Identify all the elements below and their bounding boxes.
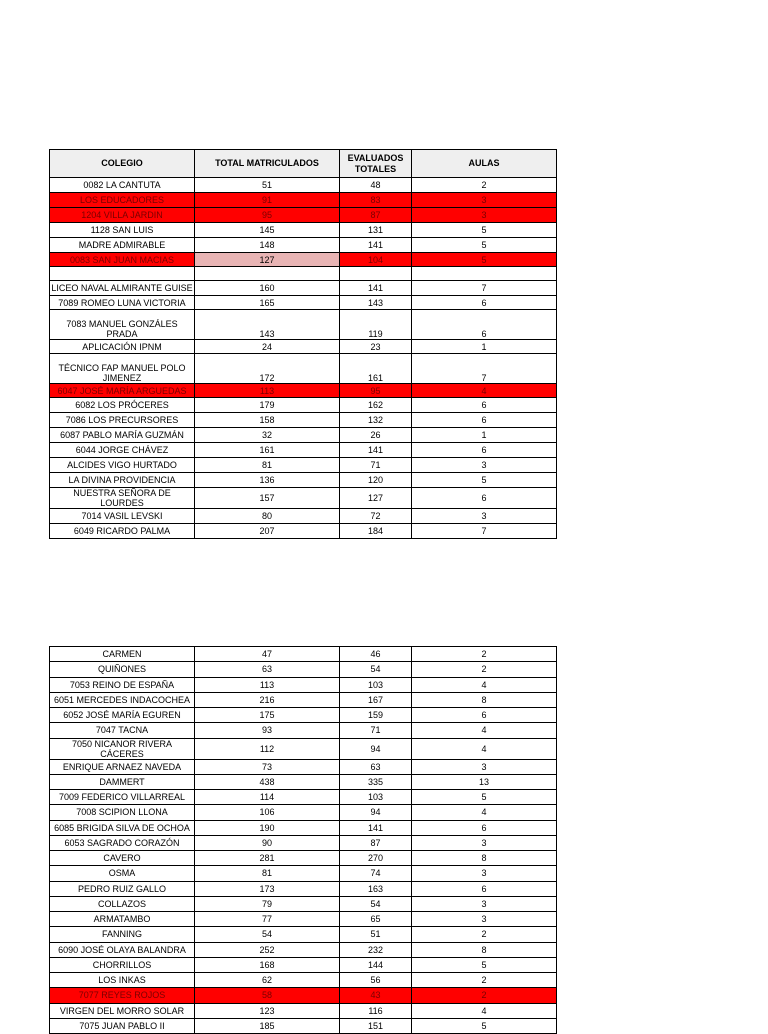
cell-evaluados-totales: 103 bbox=[340, 677, 412, 692]
table-row bbox=[50, 413, 557, 428]
cell-colegio: 7008 SCIPION LLONA bbox=[50, 805, 195, 820]
cell-colegio: LOS EDUCADORES bbox=[50, 193, 195, 208]
cell-colegio: CAVERO bbox=[50, 851, 195, 866]
cell-aulas: 3 bbox=[412, 193, 557, 208]
cell-aulas: 4 bbox=[412, 738, 557, 759]
cell-aulas: 6 bbox=[412, 413, 557, 428]
cell-evaluados-totales: 43 bbox=[340, 988, 412, 1003]
cell-colegio: 7075 JUAN PABLO II bbox=[50, 1018, 195, 1033]
cell-colegio: QUIÑONES bbox=[50, 662, 195, 677]
cell-aulas: 3 bbox=[412, 759, 557, 774]
cell-colegio: 7050 NICANOR RIVERA CÁCERES bbox=[50, 738, 195, 759]
cell-evaluados-totales: 162 bbox=[340, 398, 412, 413]
cell-total-matriculados: 106 bbox=[195, 805, 340, 820]
cell-aulas: 5 bbox=[412, 790, 557, 805]
cell-evaluados-totales: 141 bbox=[340, 238, 412, 253]
cell-aulas: 5 bbox=[412, 1018, 557, 1033]
table-row bbox=[50, 253, 557, 267]
cell-total-matriculados: 160 bbox=[195, 281, 340, 296]
table-row bbox=[50, 820, 557, 835]
cell-aulas: 8 bbox=[412, 851, 557, 866]
cell-total-matriculados: 80 bbox=[195, 509, 340, 524]
cell-colegio: ARMATAMBO bbox=[50, 912, 195, 927]
cell-total-matriculados: 112 bbox=[195, 738, 340, 759]
cell-colegio: DAMMERT bbox=[50, 774, 195, 789]
cell-evaluados-totales: 56 bbox=[340, 973, 412, 988]
header-aulas: AULAS bbox=[412, 150, 557, 178]
cell-evaluados-totales: 103 bbox=[340, 790, 412, 805]
cell-evaluados-totales: 65 bbox=[340, 912, 412, 927]
cell-total-matriculados: 175 bbox=[195, 708, 340, 723]
cell-aulas: 6 bbox=[412, 310, 557, 340]
cell-aulas: 2 bbox=[412, 178, 557, 193]
table-header-row bbox=[50, 150, 557, 178]
cell-colegio: 6085 BRIGIDA SILVA DE OCHOA bbox=[50, 820, 195, 835]
table-row bbox=[50, 957, 557, 972]
cell-evaluados-totales: 48 bbox=[340, 178, 412, 193]
cell-total-matriculados: 114 bbox=[195, 790, 340, 805]
cell-evaluados-totales: 151 bbox=[340, 1018, 412, 1033]
cell-colegio: 6090 JOSÉ OLAYA BALANDRA bbox=[50, 942, 195, 957]
cell-colegio: ENRIQUE ARNAEZ NAVEDA bbox=[50, 759, 195, 774]
cell-aulas: 2 bbox=[412, 988, 557, 1003]
cell-aulas: 6 bbox=[412, 398, 557, 413]
cell-evaluados-totales: 87 bbox=[340, 835, 412, 850]
table-row bbox=[50, 708, 557, 723]
cell-aulas bbox=[412, 267, 557, 281]
cell-aulas: 5 bbox=[412, 223, 557, 238]
table-row bbox=[50, 524, 557, 539]
cell-evaluados-totales: 63 bbox=[340, 759, 412, 774]
table-row bbox=[50, 296, 557, 310]
cell-colegio: ALCIDES VIGO HURTADO bbox=[50, 458, 195, 473]
cell-aulas: 3 bbox=[412, 866, 557, 881]
cell-aulas: 7 bbox=[412, 281, 557, 296]
cell-aulas: 3 bbox=[412, 208, 557, 223]
cell-evaluados-totales: 141 bbox=[340, 820, 412, 835]
cell-colegio: 6049 RICARDO PALMA bbox=[50, 524, 195, 539]
cell-evaluados-totales: 72 bbox=[340, 509, 412, 524]
table-row bbox=[50, 723, 557, 738]
table-row bbox=[50, 443, 557, 458]
cell-total-matriculados: 165 bbox=[195, 296, 340, 310]
cell-total-matriculados: 91 bbox=[195, 193, 340, 208]
cell-evaluados-totales: 232 bbox=[340, 942, 412, 957]
table-row bbox=[50, 662, 557, 677]
cell-colegio: COLLAZOS bbox=[50, 896, 195, 911]
cell-aulas: 6 bbox=[412, 488, 557, 509]
cell-total-matriculados: 190 bbox=[195, 820, 340, 835]
table-row bbox=[50, 398, 557, 413]
cell-colegio: 7047 TACNA bbox=[50, 723, 195, 738]
cell-evaluados-totales: 94 bbox=[340, 805, 412, 820]
table-row bbox=[50, 866, 557, 881]
cell-aulas: 6 bbox=[412, 296, 557, 310]
cell-colegio: 7089 ROMEO LUNA VICTORIA bbox=[50, 296, 195, 310]
cell-colegio: MADRE ADMIRABLE bbox=[50, 238, 195, 253]
table-row bbox=[50, 340, 557, 354]
header-colegio: COLEGIO bbox=[50, 150, 195, 178]
cell-total-matriculados: 179 bbox=[195, 398, 340, 413]
cell-colegio: 6053 SAGRADO CORAZÓN bbox=[50, 835, 195, 850]
table-row bbox=[50, 354, 557, 384]
table-row bbox=[50, 881, 557, 896]
cell-evaluados-totales bbox=[340, 267, 412, 281]
cell-total-matriculados: 79 bbox=[195, 896, 340, 911]
table-row bbox=[50, 193, 557, 208]
cell-aulas: 3 bbox=[412, 509, 557, 524]
cell-aulas: 4 bbox=[412, 1003, 557, 1018]
table-row bbox=[50, 912, 557, 927]
table-row bbox=[50, 738, 557, 759]
cell-evaluados-totales: 120 bbox=[340, 473, 412, 488]
cell-aulas: 4 bbox=[412, 677, 557, 692]
cell-colegio: FANNING bbox=[50, 927, 195, 942]
cell-aulas: 8 bbox=[412, 692, 557, 707]
header-evaluados-totales: EVALUADOS TOTALES bbox=[340, 150, 412, 178]
cell-total-matriculados: 172 bbox=[195, 354, 340, 384]
cell-colegio: LICEO NAVAL ALMIRANTE GUISE bbox=[50, 281, 195, 296]
cell-evaluados-totales: 141 bbox=[340, 443, 412, 458]
cell-total-matriculados: 207 bbox=[195, 524, 340, 539]
cell-colegio: LA DIVINA PROVIDENCIA bbox=[50, 473, 195, 488]
table-row bbox=[50, 1003, 557, 1018]
cell-aulas: 3 bbox=[412, 912, 557, 927]
cell-colegio: 6087 PABLO MARÍA GUZMÁN bbox=[50, 428, 195, 443]
cell-total-matriculados: 58 bbox=[195, 988, 340, 1003]
cell-colegio: 7053 REINO DE ESPAÑA bbox=[50, 677, 195, 692]
cell-colegio: PEDRO RUIZ GALLO bbox=[50, 881, 195, 896]
table-row bbox=[50, 774, 557, 789]
cell-colegio: NUESTRA SEÑORA DE LOURDES bbox=[50, 488, 195, 509]
table-row bbox=[50, 488, 557, 509]
cell-colegio: 1128 SAN LUIS bbox=[50, 223, 195, 238]
cell-evaluados-totales: 71 bbox=[340, 723, 412, 738]
cell-aulas: 1 bbox=[412, 340, 557, 354]
cell-aulas: 5 bbox=[412, 253, 557, 267]
table-row bbox=[50, 178, 557, 193]
cell-evaluados-totales: 23 bbox=[340, 340, 412, 354]
table-row bbox=[50, 238, 557, 253]
cell-total-matriculados: 95 bbox=[195, 208, 340, 223]
cell-aulas: 8 bbox=[412, 942, 557, 957]
cell-colegio: 6044 JORGE CHÁVEZ bbox=[50, 443, 195, 458]
cell-colegio: CARMEN bbox=[50, 647, 195, 662]
cell-total-matriculados: 158 bbox=[195, 413, 340, 428]
cell-colegio: OSMA bbox=[50, 866, 195, 881]
enrollment-table-1 bbox=[49, 149, 557, 539]
table-row bbox=[50, 835, 557, 850]
table-row bbox=[50, 310, 557, 340]
cell-total-matriculados: 168 bbox=[195, 957, 340, 972]
cell-evaluados-totales: 95 bbox=[340, 384, 412, 398]
table-row bbox=[50, 509, 557, 524]
cell-total-matriculados: 62 bbox=[195, 973, 340, 988]
cell-evaluados-totales: 104 bbox=[340, 253, 412, 267]
table-row bbox=[50, 208, 557, 223]
cell-total-matriculados: 252 bbox=[195, 942, 340, 957]
cell-evaluados-totales: 74 bbox=[340, 866, 412, 881]
cell-total-matriculados: 127 bbox=[195, 253, 340, 267]
cell-evaluados-totales: 46 bbox=[340, 647, 412, 662]
cell-total-matriculados: 73 bbox=[195, 759, 340, 774]
cell-total-matriculados: 136 bbox=[195, 473, 340, 488]
cell-aulas: 2 bbox=[412, 647, 557, 662]
cell-evaluados-totales: 54 bbox=[340, 896, 412, 911]
cell-evaluados-totales: 26 bbox=[340, 428, 412, 443]
cell-colegio: 7009 FEDERICO VILLARREAL bbox=[50, 790, 195, 805]
cell-aulas: 4 bbox=[412, 805, 557, 820]
cell-aulas: 2 bbox=[412, 927, 557, 942]
cell-evaluados-totales: 184 bbox=[340, 524, 412, 539]
cell-colegio: 7083 MANUEL GONZÁLES PRADA bbox=[50, 310, 195, 340]
cell-aulas: 6 bbox=[412, 881, 557, 896]
cell-colegio: APLICACIÓN IPNM bbox=[50, 340, 195, 354]
cell-colegio: LOS INKAS bbox=[50, 973, 195, 988]
cell-evaluados-totales: 116 bbox=[340, 1003, 412, 1018]
cell-total-matriculados: 24 bbox=[195, 340, 340, 354]
table-row bbox=[50, 973, 557, 988]
table-row bbox=[50, 1018, 557, 1033]
cell-total-matriculados: 438 bbox=[195, 774, 340, 789]
table-row bbox=[50, 384, 557, 398]
cell-evaluados-totales: 71 bbox=[340, 458, 412, 473]
cell-total-matriculados: 161 bbox=[195, 443, 340, 458]
cell-evaluados-totales: 131 bbox=[340, 223, 412, 238]
cell-aulas: 1 bbox=[412, 428, 557, 443]
cell-aulas: 4 bbox=[412, 384, 557, 398]
cell-aulas: 2 bbox=[412, 973, 557, 988]
table-row bbox=[50, 927, 557, 942]
cell-evaluados-totales: 87 bbox=[340, 208, 412, 223]
cell-aulas: 5 bbox=[412, 473, 557, 488]
cell-total-matriculados: 81 bbox=[195, 458, 340, 473]
table-row bbox=[50, 677, 557, 692]
cell-total-matriculados: 81 bbox=[195, 866, 340, 881]
table-row bbox=[50, 851, 557, 866]
cell-aulas: 6 bbox=[412, 708, 557, 723]
table-row bbox=[50, 942, 557, 957]
cell-total-matriculados: 173 bbox=[195, 881, 340, 896]
table-row bbox=[50, 458, 557, 473]
cell-evaluados-totales: 141 bbox=[340, 281, 412, 296]
cell-total-matriculados: 157 bbox=[195, 488, 340, 509]
cell-aulas: 3 bbox=[412, 835, 557, 850]
table-row bbox=[50, 223, 557, 238]
cell-colegio: 0082 LA CANTUTA bbox=[50, 178, 195, 193]
table-row bbox=[50, 428, 557, 443]
cell-colegio: 6052 JOSÉ MARÍA EGUREN bbox=[50, 708, 195, 723]
cell-total-matriculados: 54 bbox=[195, 927, 340, 942]
cell-total-matriculados: 90 bbox=[195, 835, 340, 850]
cell-evaluados-totales: 144 bbox=[340, 957, 412, 972]
cell-total-matriculados: 32 bbox=[195, 428, 340, 443]
cell-aulas: 7 bbox=[412, 354, 557, 384]
cell-colegio: 7086 LOS PRECURSORES bbox=[50, 413, 195, 428]
cell-aulas: 5 bbox=[412, 957, 557, 972]
cell-aulas: 3 bbox=[412, 896, 557, 911]
cell-evaluados-totales: 270 bbox=[340, 851, 412, 866]
cell-total-matriculados: 281 bbox=[195, 851, 340, 866]
cell-total-matriculados: 143 bbox=[195, 310, 340, 340]
cell-total-matriculados: 93 bbox=[195, 723, 340, 738]
cell-total-matriculados: 51 bbox=[195, 178, 340, 193]
cell-colegio: 1204 VILLA JARDIN bbox=[50, 208, 195, 223]
table-row bbox=[50, 647, 557, 662]
cell-evaluados-totales: 335 bbox=[340, 774, 412, 789]
table-row bbox=[50, 281, 557, 296]
cell-total-matriculados: 148 bbox=[195, 238, 340, 253]
cell-evaluados-totales: 83 bbox=[340, 193, 412, 208]
cell-colegio: 6047 JOSÉ MARÍA ARGUEDAS bbox=[50, 384, 195, 398]
table-row bbox=[50, 692, 557, 707]
cell-colegio: 0083 SAN JUAN MACIAS bbox=[50, 253, 195, 267]
cell-total-matriculados: 113 bbox=[195, 677, 340, 692]
table-row bbox=[50, 473, 557, 488]
cell-aulas: 6 bbox=[412, 820, 557, 835]
cell-colegio bbox=[50, 267, 195, 281]
cell-total-matriculados: 113 bbox=[195, 384, 340, 398]
table-row bbox=[50, 267, 557, 281]
cell-evaluados-totales: 119 bbox=[340, 310, 412, 340]
cell-aulas: 3 bbox=[412, 458, 557, 473]
cell-colegio: 6051 MERCEDES INDACOCHEA bbox=[50, 692, 195, 707]
cell-aulas: 7 bbox=[412, 524, 557, 539]
cell-colegio: VIRGEN DEL MORRO SOLAR bbox=[50, 1003, 195, 1018]
cell-total-matriculados: 63 bbox=[195, 662, 340, 677]
cell-total-matriculados: 123 bbox=[195, 1003, 340, 1018]
cell-evaluados-totales: 54 bbox=[340, 662, 412, 677]
table-row bbox=[50, 790, 557, 805]
table-row bbox=[50, 988, 557, 1003]
table-row bbox=[50, 805, 557, 820]
cell-aulas: 6 bbox=[412, 443, 557, 458]
cell-evaluados-totales: 143 bbox=[340, 296, 412, 310]
cell-evaluados-totales: 161 bbox=[340, 354, 412, 384]
cell-total-matriculados: 47 bbox=[195, 647, 340, 662]
enrollment-table-2 bbox=[49, 646, 557, 1034]
cell-aulas: 4 bbox=[412, 723, 557, 738]
cell-evaluados-totales: 167 bbox=[340, 692, 412, 707]
cell-total-matriculados: 216 bbox=[195, 692, 340, 707]
cell-total-matriculados: 145 bbox=[195, 223, 340, 238]
table-row bbox=[50, 759, 557, 774]
cell-colegio: TÉCNICO FAP MANUEL POLO JIMENEZ bbox=[50, 354, 195, 384]
cell-aulas: 13 bbox=[412, 774, 557, 789]
cell-evaluados-totales: 94 bbox=[340, 738, 412, 759]
table-row bbox=[50, 896, 557, 911]
cell-aulas: 5 bbox=[412, 238, 557, 253]
cell-evaluados-totales: 127 bbox=[340, 488, 412, 509]
cell-evaluados-totales: 163 bbox=[340, 881, 412, 896]
header-total-matriculados: TOTAL MATRICULADOS bbox=[195, 150, 340, 178]
cell-colegio: CHORRILLOS bbox=[50, 957, 195, 972]
cell-colegio: 6082 LOS PRÓCERES bbox=[50, 398, 195, 413]
cell-colegio: 7077 REYES ROJOS bbox=[50, 988, 195, 1003]
cell-colegio: 7014 VASIL LEVSKI bbox=[50, 509, 195, 524]
cell-evaluados-totales: 159 bbox=[340, 708, 412, 723]
cell-aulas: 2 bbox=[412, 662, 557, 677]
cell-total-matriculados bbox=[195, 267, 340, 281]
cell-evaluados-totales: 132 bbox=[340, 413, 412, 428]
cell-total-matriculados: 77 bbox=[195, 912, 340, 927]
cell-evaluados-totales: 51 bbox=[340, 927, 412, 942]
cell-total-matriculados: 185 bbox=[195, 1018, 340, 1033]
